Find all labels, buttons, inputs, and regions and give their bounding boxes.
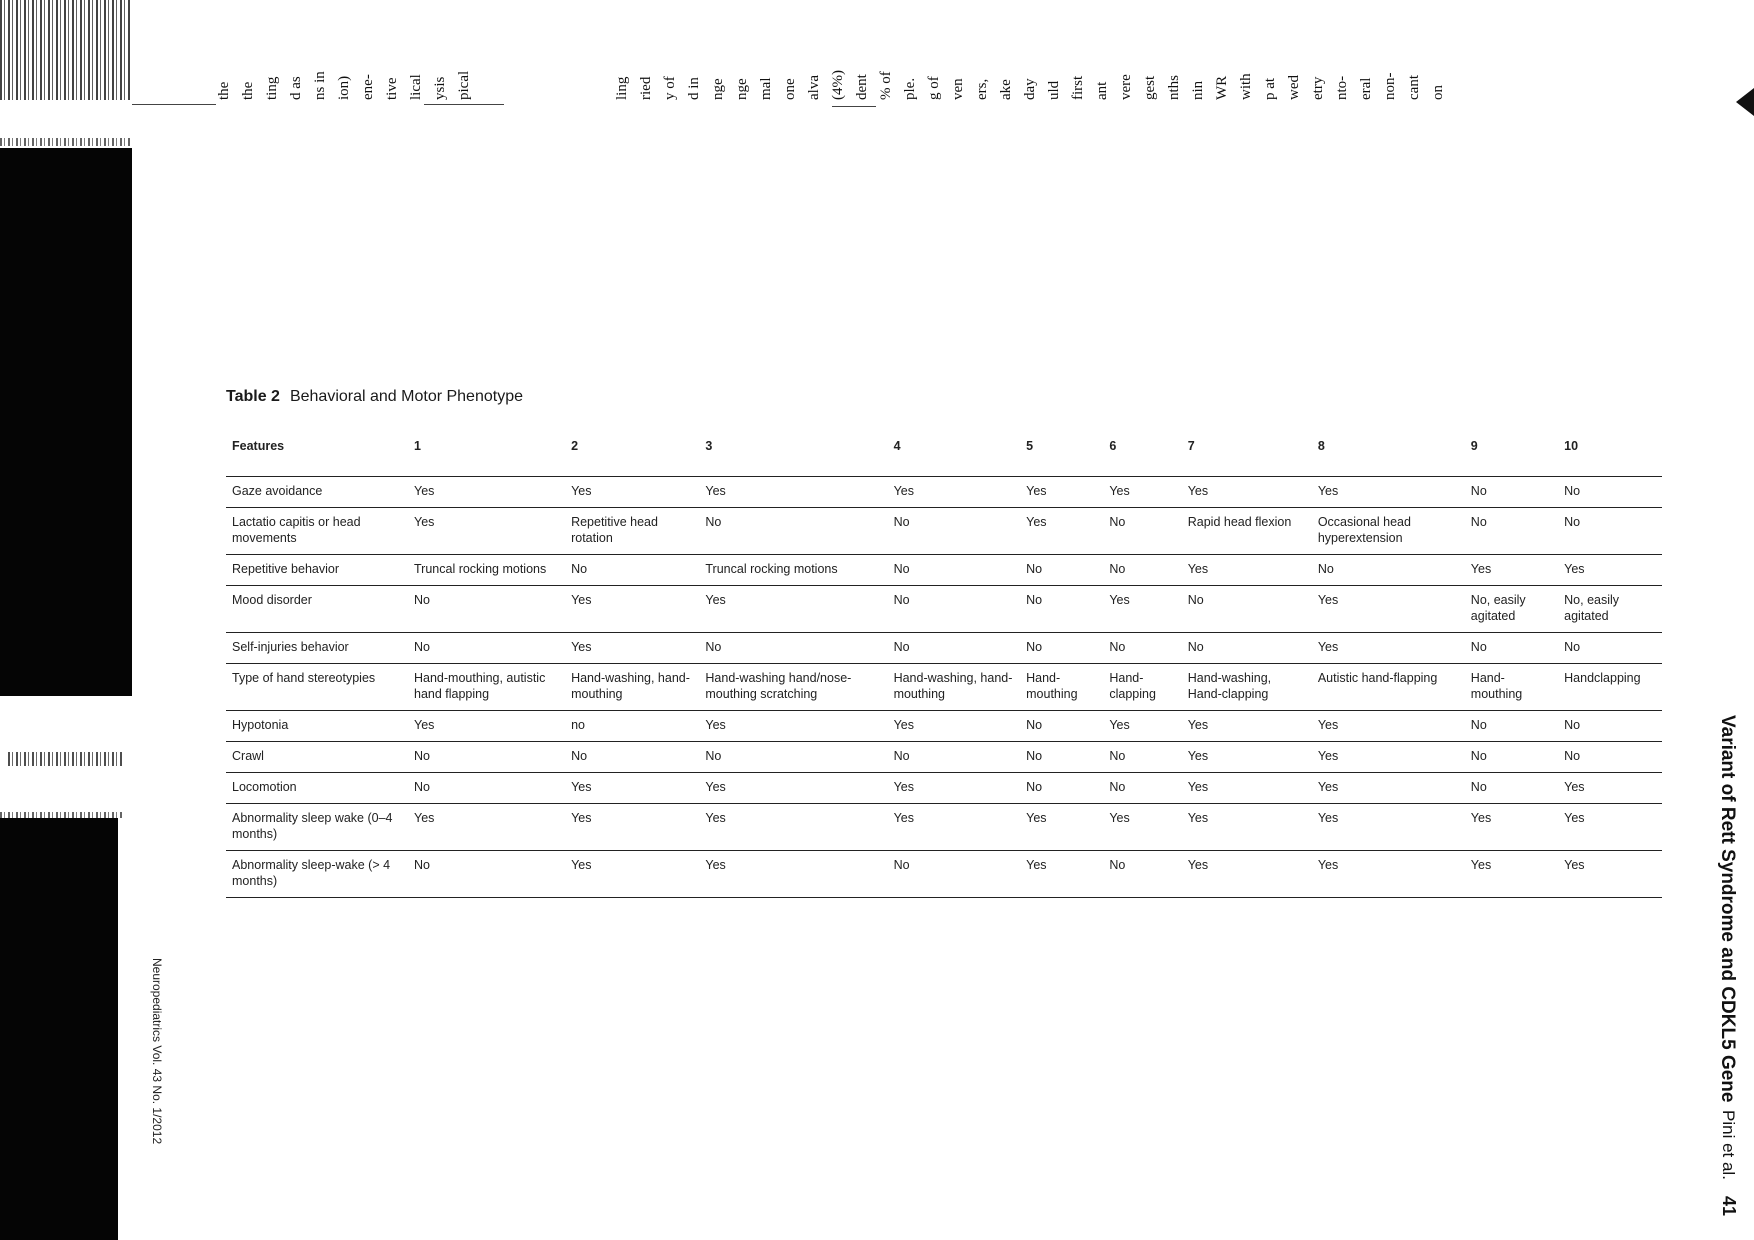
patient-cell: No: [888, 586, 1021, 633]
patient-cell: Yes: [1103, 711, 1181, 742]
fragment-text: % of: [878, 71, 894, 100]
patient-cell: Yes: [408, 508, 565, 555]
patient-cell: Hand-mouthing, autistic hand flapping: [408, 664, 565, 711]
patient-cell: Yes: [1312, 851, 1465, 898]
table-row: [226, 664, 1662, 711]
fragment-text: g of: [926, 76, 942, 100]
journal-reference: Neuropediatrics Vol. 43 No. 1/2012: [150, 958, 164, 1145]
patient-cell: Yes: [1558, 851, 1662, 898]
patient-cell: Hand-clapping: [1103, 664, 1181, 711]
table-row: [226, 851, 1662, 898]
patient-cell: Yes: [1465, 555, 1558, 586]
patient-cell: Yes: [1020, 804, 1103, 851]
column-rule: [832, 106, 876, 107]
table-row: [226, 586, 1662, 633]
fragment-text: ake: [998, 79, 1014, 100]
fragment-text: etry: [1310, 76, 1326, 100]
column-fragment-line: [706, 0, 730, 110]
table-caption: [226, 388, 523, 406]
table-row: [226, 555, 1662, 586]
fragment-text: cant: [1406, 75, 1422, 100]
patient-cell: No: [1103, 742, 1181, 773]
table-row: [226, 773, 1662, 804]
column-fragment-line: [1306, 0, 1330, 110]
column-fragment-line: [898, 0, 922, 110]
table-label: Table 2: [226, 388, 280, 405]
fragment-text: ns in: [312, 71, 328, 100]
table-row: [226, 711, 1662, 742]
patient-cell: No: [1558, 633, 1662, 664]
fragment-text: non-: [1382, 72, 1398, 100]
patient-cell: Hand-mouthing: [1465, 664, 1558, 711]
scan-noise-strip: [0, 0, 132, 100]
patient-cell: Yes: [1182, 804, 1312, 851]
fragment-text: day: [1022, 78, 1038, 100]
patient-cell: No: [1465, 773, 1558, 804]
column-fragment-line: [1210, 0, 1234, 110]
patient-cell: Yes: [1312, 711, 1465, 742]
patient-cell: No: [888, 555, 1021, 586]
patient-cell: No, easily agitated: [1558, 586, 1662, 633]
header-cell: 10: [1558, 428, 1662, 477]
fragment-text: ysis: [432, 76, 448, 100]
column-fragment-line: [1042, 0, 1066, 110]
patient-cell: Yes: [1312, 477, 1465, 508]
patient-cell: Yes: [888, 711, 1021, 742]
patient-cell: No: [1465, 508, 1558, 555]
fragment-text: with: [1238, 73, 1254, 100]
patient-cell: Yes: [408, 477, 565, 508]
fragment-text: on: [1430, 85, 1446, 100]
column-fragment-line: [994, 0, 1018, 110]
patient-cell: Autistic hand-flapping: [1312, 664, 1465, 711]
fragment-text: ting: [264, 76, 280, 100]
patient-cell: Hand-mouthing: [1020, 664, 1103, 711]
fragment-text: one: [782, 78, 798, 100]
column-fragment-line: [1378, 0, 1402, 110]
column-fragment-line: [1258, 0, 1282, 110]
patient-cell: Yes: [408, 711, 565, 742]
patient-cell: Yes: [1558, 555, 1662, 586]
page-number: 41: [1719, 1196, 1739, 1217]
patient-cell: No: [1020, 555, 1103, 586]
fragment-text: ling: [614, 76, 630, 100]
column-fragment-line: [356, 0, 380, 110]
fragment-text: ers,: [974, 78, 990, 100]
patient-cell: No: [1558, 742, 1662, 773]
feature-cell: Crawl: [226, 742, 408, 773]
patient-cell: Yes: [565, 804, 699, 851]
patient-cell: Yes: [1312, 742, 1465, 773]
patient-cell: No: [1020, 742, 1103, 773]
fragment-text: ven: [950, 78, 966, 100]
patient-cell: Yes: [699, 477, 887, 508]
patient-cell: Yes: [565, 773, 699, 804]
table-title: Behavioral and Motor Phenotype: [289, 388, 523, 405]
fragment-text: gest: [1142, 75, 1158, 100]
patient-cell: Yes: [1103, 586, 1181, 633]
column-fragment-line: [946, 0, 970, 110]
column-fragment-line: [1018, 0, 1042, 110]
patient-cell: No: [1465, 742, 1558, 773]
column-fragment-line: [1066, 0, 1090, 110]
running-head: [1714, 0, 1744, 1240]
fragment-text: nge: [734, 78, 750, 100]
feature-cell: Gaze avoidance: [226, 477, 408, 508]
patient-cell: Hand-washing hand/nose-mouthing scratching: [699, 664, 887, 711]
fragment-text: ion): [336, 75, 352, 100]
patient-cell: Yes: [1182, 477, 1312, 508]
patient-cell: Yes: [1312, 773, 1465, 804]
patient-cell: Yes: [1103, 477, 1181, 508]
fragment-text: eral: [1358, 77, 1374, 100]
patient-cell: Yes: [1558, 773, 1662, 804]
patient-cell: No: [1103, 633, 1181, 664]
patient-cell: Yes: [699, 851, 887, 898]
fragment-text: nin: [1190, 80, 1206, 100]
patient-cell: Truncal rocking motions: [699, 555, 887, 586]
patient-cell: No: [408, 742, 565, 773]
fragment-text: d as: [288, 76, 304, 100]
patient-cell: Yes: [408, 804, 565, 851]
fragment-text: ant: [1094, 81, 1110, 100]
column-fragment-line: [236, 0, 260, 110]
patient-cell: No: [888, 633, 1021, 664]
scan-black-block: [0, 148, 132, 696]
patient-cell: Hand-washing, hand-mouthing: [888, 664, 1021, 711]
fragment-text: p at: [1262, 77, 1278, 100]
header-cell: 4: [888, 428, 1021, 477]
fragment-text: mal: [758, 77, 774, 100]
running-head-title: Variant of Rett Syndrome and CDKL5 Gene: [1717, 715, 1738, 1103]
fragment-text: nths: [1166, 74, 1182, 100]
fragment-text: the: [216, 81, 232, 100]
fragment-text: lical: [408, 74, 424, 100]
middle-column-fragment: [610, 0, 1450, 110]
feature-cell: Abnormality sleep-wake (> 4 months): [226, 851, 408, 898]
column-rule: [132, 104, 216, 105]
patient-cell: Yes: [888, 477, 1021, 508]
patient-cell: No: [1103, 773, 1181, 804]
feature-cell: Lactatio capitis or head movements: [226, 508, 408, 555]
patient-cell: No: [1558, 508, 1662, 555]
patient-cell: Yes: [1182, 555, 1312, 586]
column-fragment-line: [1402, 0, 1426, 110]
header-cell: 9: [1465, 428, 1558, 477]
patient-cell: No: [1465, 477, 1558, 508]
patient-cell: Yes: [888, 773, 1021, 804]
feature-cell: Locomotion: [226, 773, 408, 804]
table-row: [226, 742, 1662, 773]
patient-cell: Yes: [1020, 477, 1103, 508]
fragment-text: d in: [686, 77, 702, 100]
patient-cell: No, easily agitated: [1465, 586, 1558, 633]
patient-cell: No: [1103, 555, 1181, 586]
column-fragment-line: [922, 0, 946, 110]
feature-cell: Self-injuries behavior: [226, 633, 408, 664]
left-column-fragment: [212, 0, 476, 110]
column-fragment-line: [826, 0, 850, 110]
patient-cell: Truncal rocking motions: [408, 555, 565, 586]
patient-cell: No: [888, 851, 1021, 898]
column-fragment-line: [428, 0, 452, 110]
fragment-text: (4%): [830, 70, 846, 100]
patient-cell: No: [699, 633, 887, 664]
patient-cell: Yes: [1182, 711, 1312, 742]
table-header-row: [226, 428, 1662, 477]
feature-cell: Hypotonia: [226, 711, 408, 742]
column-fragment-line: [380, 0, 404, 110]
column-fragment-line: [1090, 0, 1114, 110]
running-head-authors: Pini et al.: [1719, 1110, 1738, 1180]
patient-cell: No: [888, 742, 1021, 773]
patient-cell: Yes: [1312, 804, 1465, 851]
table-row: [226, 633, 1662, 664]
patient-cell: Yes: [1312, 586, 1465, 633]
patient-cell: No: [1312, 555, 1465, 586]
patient-cell: No: [408, 773, 565, 804]
header-cell: 8: [1312, 428, 1465, 477]
patient-cell: Yes: [1182, 773, 1312, 804]
column-fragment-line: [874, 0, 898, 110]
patient-cell: Yes: [888, 804, 1021, 851]
column-fragment-line: [1282, 0, 1306, 110]
patient-cell: No: [408, 586, 565, 633]
column-fragment-line: [1114, 0, 1138, 110]
column-fragment-line: [260, 0, 284, 110]
patient-cell: Occasional head hyperextension: [1312, 508, 1465, 555]
header-cell: 6: [1103, 428, 1181, 477]
column-fragment-line: [212, 0, 236, 110]
patient-cell: No: [1465, 633, 1558, 664]
patient-cell: Yes: [699, 586, 887, 633]
column-fragment-line: [778, 0, 802, 110]
fragment-text: ple.: [902, 77, 918, 100]
column-fragment-line: [452, 0, 476, 110]
patient-cell: Yes: [699, 711, 887, 742]
patient-cell: Yes: [565, 633, 699, 664]
fragment-text: the: [240, 81, 256, 100]
patient-cell: Hand-washing, Hand-clapping: [1182, 664, 1312, 711]
patient-cell: No: [888, 508, 1021, 555]
header-cell: Features: [226, 428, 408, 477]
patient-cell: Handclapping: [1558, 664, 1662, 711]
column-fragment-line: [332, 0, 356, 110]
column-fragment-line: [404, 0, 428, 110]
fragment-text: alva: [806, 75, 822, 100]
fragment-text: vere: [1118, 74, 1134, 100]
column-fragment-line: [682, 0, 706, 110]
patient-cell: No: [1020, 711, 1103, 742]
header-cell: 1: [408, 428, 565, 477]
patient-cell: no: [565, 711, 699, 742]
patient-cell: Yes: [1020, 508, 1103, 555]
column-fragment-line: [730, 0, 754, 110]
fragment-text: ried: [638, 76, 654, 100]
fragment-text: first: [1070, 75, 1086, 100]
table-row: [226, 477, 1662, 508]
table-row: [226, 508, 1662, 555]
fragment-text: dent: [854, 74, 870, 100]
patient-cell: No: [1103, 851, 1181, 898]
patient-cell: No: [408, 633, 565, 664]
patient-cell: Yes: [1312, 633, 1465, 664]
column-fragment-line: [1162, 0, 1186, 110]
column-fragment-line: [658, 0, 682, 110]
patient-cell: Rapid head flexion: [1182, 508, 1312, 555]
header-cell: 2: [565, 428, 699, 477]
feature-cell: Repetitive behavior: [226, 555, 408, 586]
header-cell: 7: [1182, 428, 1312, 477]
column-fragment-line: [1186, 0, 1210, 110]
column-fragment-line: [850, 0, 874, 110]
patient-cell: Hand-washing, hand-mouthing: [565, 664, 699, 711]
column-fragment-line: [1426, 0, 1450, 110]
patient-cell: Yes: [1465, 804, 1558, 851]
patient-cell: No: [1558, 477, 1662, 508]
patient-cell: Yes: [1182, 742, 1312, 773]
table-row: [226, 804, 1662, 851]
column-fragment-line: [970, 0, 994, 110]
column-fragment-line: [754, 0, 778, 110]
patient-cell: No: [408, 851, 565, 898]
patient-cell: Yes: [1558, 804, 1662, 851]
patient-cell: Yes: [699, 773, 887, 804]
header-cell: 5: [1020, 428, 1103, 477]
fragment-text: nto-: [1334, 75, 1350, 100]
feature-cell: Type of hand stereotypies: [226, 664, 408, 711]
patient-cell: No: [1020, 773, 1103, 804]
patient-cell: Yes: [565, 477, 699, 508]
patient-cell: No: [565, 555, 699, 586]
fragment-text: nge: [710, 78, 726, 100]
patient-cell: Yes: [1103, 804, 1181, 851]
phenotype-table: [226, 428, 1662, 898]
column-fragment-line: [1138, 0, 1162, 110]
scan-noise-strip: [8, 752, 124, 766]
patient-cell: Yes: [1465, 851, 1558, 898]
fragment-text: WR: [1214, 75, 1230, 100]
patient-cell: No: [1182, 633, 1312, 664]
patient-cell: Yes: [565, 586, 699, 633]
patient-cell: Repetitive head rotation: [565, 508, 699, 555]
column-fragment-line: [634, 0, 658, 110]
column-fragment-line: [1330, 0, 1354, 110]
patient-cell: No: [699, 508, 887, 555]
column-fragment-line: [610, 0, 634, 110]
scan-black-block: [0, 818, 118, 1240]
feature-cell: Mood disorder: [226, 586, 408, 633]
column-fragment-line: [802, 0, 826, 110]
patient-cell: Yes: [1020, 851, 1103, 898]
patient-cell: No: [1182, 586, 1312, 633]
patient-cell: Yes: [1182, 851, 1312, 898]
patient-cell: Yes: [699, 804, 887, 851]
column-fragment-line: [1234, 0, 1258, 110]
patient-cell: Yes: [565, 851, 699, 898]
patient-cell: No: [1020, 633, 1103, 664]
feature-cell: Abnormality sleep wake (0–4 months): [226, 804, 408, 851]
column-fragment-line: [1354, 0, 1378, 110]
fragment-text: ene-: [360, 74, 376, 100]
header-cell: 3: [699, 428, 887, 477]
fragment-text: wed: [1286, 75, 1302, 100]
fragment-text: y of: [662, 76, 678, 100]
column-rule: [424, 104, 504, 105]
patient-cell: No: [699, 742, 887, 773]
patient-cell: No: [1020, 586, 1103, 633]
column-fragment-line: [284, 0, 308, 110]
patient-cell: No: [1103, 508, 1181, 555]
scan-noise-strip: [0, 138, 132, 146]
fragment-text: uld: [1046, 80, 1062, 100]
fragment-text: pical: [456, 70, 472, 100]
column-fragment-line: [308, 0, 332, 110]
patient-cell: No: [1465, 711, 1558, 742]
fragment-text: tive: [384, 77, 400, 100]
patient-cell: No: [1558, 711, 1662, 742]
patient-cell: No: [565, 742, 699, 773]
